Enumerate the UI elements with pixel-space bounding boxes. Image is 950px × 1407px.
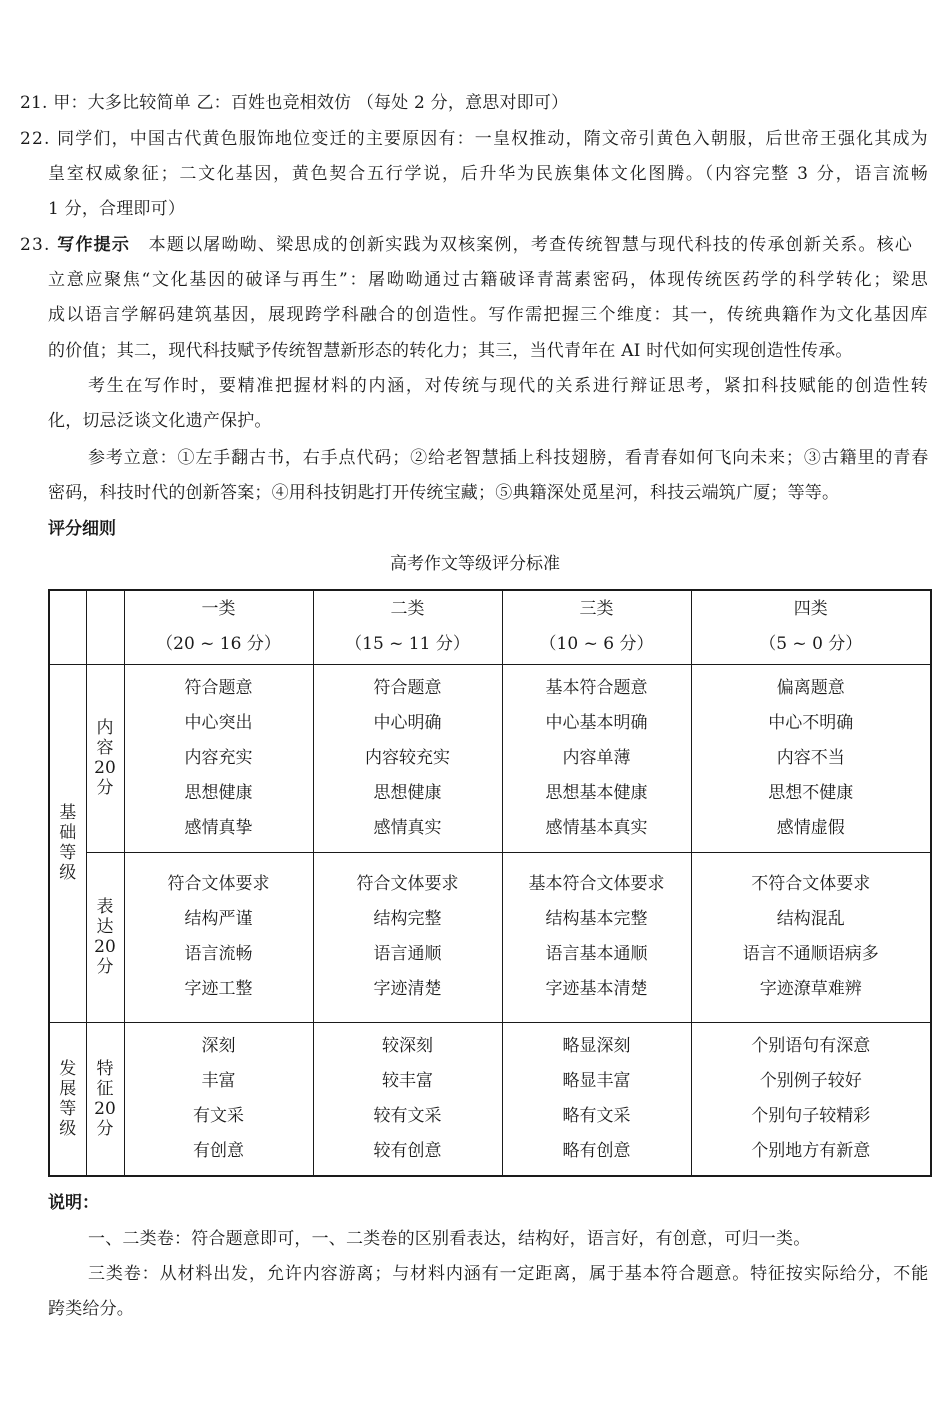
rubric-table bbox=[48, 589, 932, 1177]
expression-class-1: 符合文体要求 结构严谨 语言流畅 字迹工整 bbox=[124, 852, 313, 1022]
column-header-class-3: 三类 （10 ~ 6 分） bbox=[502, 590, 691, 664]
basic-level-label: 基 础 等 级 bbox=[49, 664, 86, 1022]
expression-label: 表 达 20 分 bbox=[86, 852, 124, 1022]
answer-23-para-2-line-1: 考生在写作时，要精准把握材料的内涵，对传统与现代的关系进行辩证思考，紧扣科技赋能的创造性转 bbox=[88, 376, 930, 396]
expression-class-3: 基本符合文体要求 结构基本完整 语言基本通顺 字迹基本清楚 bbox=[502, 852, 691, 1022]
feature-class-1: 深刻 丰富 有文采 有创意 bbox=[124, 1022, 313, 1176]
answer-22-line-2: 皇室权威象征；二文化基因，黄色契合五行学说，后升华为民族集体文化图腾。（内容完整 3 分，语言流畅 bbox=[48, 164, 930, 184]
content-class-3: 基本符合题意 中心基本明确 内容单薄 思想基本健康 感情基本真实 bbox=[502, 664, 691, 852]
feature-row bbox=[49, 1022, 931, 1176]
answer-23-para-2-line-2: 化，切忌泛谈文化遗产保护。 bbox=[48, 411, 272, 431]
empty-corner-cell bbox=[49, 590, 86, 664]
answer-22-line-1: 22. 同学们，中国古代黄色服饰地位变迁的主要原因有：一皇权推动，隋文帝引黄色入朝服，后世帝王强化其成为 bbox=[20, 129, 929, 149]
answer-23-number: 23. bbox=[20, 235, 51, 255]
column-header-class-2: 二类 （15 ~ 11 分） bbox=[313, 590, 502, 664]
feature-class-2: 较深刻 较丰富 较有文采 较有创意 bbox=[313, 1022, 502, 1176]
notes-paragraph-1: 一、二类卷：符合题意即可，一、二类卷的区别看表达，结构好，语言好，有创意，可归一类。 bbox=[88, 1229, 811, 1249]
answer-23-para-3-line-2: 密码，科技时代的创新答案；④用科技钥匙打开传统宝藏；⑤典籍深处觅星河，科技云端筑广厦；等等。 bbox=[48, 483, 840, 503]
notes-heading: 说明： bbox=[48, 1193, 99, 1213]
column-header-class-1: 一类 （20 ~ 16 分） bbox=[124, 590, 313, 664]
content-class-2: 符合题意 中心明确 内容较充实 思想健康 感情真实 bbox=[313, 664, 502, 852]
answer-21: 21. 甲：大多比较简单 乙：百姓也竞相效仿 （每处 2 分，意思对即可） bbox=[20, 93, 569, 113]
writing-tips-label: 写作提示 bbox=[57, 235, 131, 255]
table-caption: 高考作文等级评分标准 bbox=[390, 554, 560, 574]
notes-paragraph-2-line-2: 跨类给分。 bbox=[48, 1299, 134, 1319]
feature-class-3: 略显深刻 略显丰富 略有文采 略有创意 bbox=[502, 1022, 691, 1176]
header-row bbox=[49, 590, 931, 664]
answer-22-line-3: 1 分，合理即可） bbox=[48, 199, 186, 219]
scoring-heading: 评分细则 bbox=[48, 519, 116, 539]
notes-paragraph-2-line-1: 三类卷：从材料出发，允许内容游离；与材料内涵有一定距离，属于基本符合题意。特征按实际给分，不能 bbox=[88, 1264, 930, 1284]
feature-label: 特 征 20 分 bbox=[86, 1022, 124, 1176]
expression-row bbox=[49, 852, 931, 1022]
answer-23-text: 本题以屠呦呦、梁思成的创新实践为双核案例，考查传统智慧与现代科技的传承创新关系。核心 bbox=[148, 235, 914, 255]
column-header-class-4: 四类 （5 ~ 0 分） bbox=[691, 590, 931, 664]
expression-class-4: 不符合文体要求 结构混乱 语言不通顺语病多 字迹潦草难辨 bbox=[691, 852, 931, 1022]
content-label: 内 容 20 分 bbox=[86, 664, 124, 852]
content-class-1: 符合题意 中心突出 内容充实 思想健康 感情真挚 bbox=[124, 664, 313, 852]
answer-23-line-1 bbox=[20, 233, 913, 257]
answer-23-line-4: 的价值；其二，现代科技赋予传统智慧新形态的转化力；其三，当代青年在 AI 时代如何实现创造性传承。 bbox=[48, 341, 853, 361]
answer-23-line-3: 成以语言学解码建筑基因，展现跨学科融合的创造性。写作需把握三个维度：其一，传统典籍作为文化基因库 bbox=[48, 305, 929, 325]
feature-class-4: 个别语句有深意 个别例子较好 个别句子较精彩 个别地方有新意 bbox=[691, 1022, 931, 1176]
development-level-label: 发 展 等 级 bbox=[49, 1022, 86, 1176]
expression-class-2: 符合文体要求 结构完整 语言通顺 字迹清楚 bbox=[313, 852, 502, 1022]
empty-corner-cell bbox=[86, 590, 124, 664]
content-row bbox=[49, 664, 931, 852]
content-class-4: 偏离题意 中心不明确 内容不当 思想不健康 感情虚假 bbox=[691, 664, 931, 852]
answer-23-line-2: 立意应聚焦“文化基因的破译与再生”：屠呦呦通过古籍破译青蒿素密码，体现传统医药学的科学转化；梁思 bbox=[48, 270, 930, 290]
answer-23-para-3-line-1: 参考立意：①左手翻古书，右手点代码；②给老智慧插上科技翅膀，看青春如何飞向未来；③古籍里的青春 bbox=[88, 448, 930, 468]
